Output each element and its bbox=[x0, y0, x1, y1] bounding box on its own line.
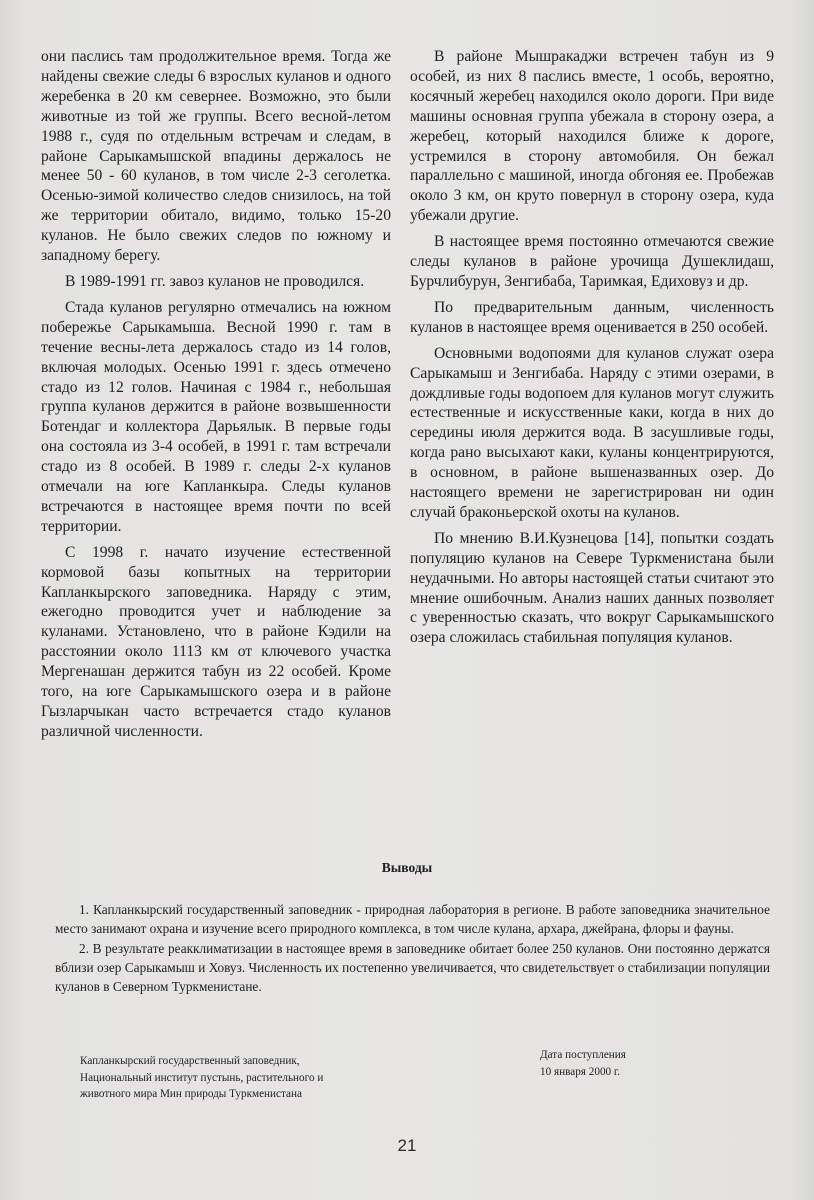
right-text-column bbox=[410, 47, 774, 654]
paragraph: По мнению В.И.Кузнецова [14], попытки создать популяцию куланов на Севере Туркменистана были неудачными. Но авторы настоящей статьи считают это мнение ошибочным. Анализ наших данных позволяет с уверенностью сказать, что вокруг Сарыкамышского озера сложилась стабильная популяция куланов. bbox=[410, 529, 774, 647]
left-text-column bbox=[41, 47, 391, 748]
affiliation-line: животного мира Мин природы Туркменистана bbox=[80, 1088, 302, 1100]
received-date bbox=[540, 1047, 700, 1080]
paragraph: С 1998 г. начато изучение естественной кормовой базы копытных на территории Капланкырского заповедника. Наряду с этим, ежегодно проводится учет и наблюдение за куланами. Установлено, что в районе Кэдили на расстоянии около 1113 км от ключевого участка Мергенашан держится табун из 22 особей. Кроме того, на юге Сарыкамышского озера и в районе Гызларчыкан часто встречается стадо куланов различной численности. bbox=[41, 543, 391, 740]
paragraph: они паслись там продолжительное время. Тогда же найдены свежие следы 6 взрослых куланов и одного жеребенка в 20 км севернее. Возможно, это были животные из той же группы. Всего весной-летом 1988 г., судя по отдельным встречам и следам, в районе Сарыкамышской впадины держалось не менее 50 - 60 куланов, в том числе 2-3 сеголетка. Осенью-зимой количество следов снизилось, на той же территории обитало, видимо, только 15-20 куланов. Не было свежих следов по южному и западному берегу. bbox=[41, 48, 391, 265]
paragraph: По предварительным данным, численность куланов в настоящее время оценивается в 250 особей. bbox=[410, 298, 774, 336]
paragraph: Основными водопоями для куланов служат озера Сарыкамыш и Зенгибаба. Наряду с этими озерами, в дождливые годы водопоем для куланов могут служить естественные и искусственные каки, когда в них до середины июля держится вода. В засушливые годы, когда рано высыхают каки, куланы концентрируются, в основном, в районе вышеназванных озер. До настоящего времени не зарегистрирован ни один случай браконьерской охоты на куланов. bbox=[410, 344, 774, 521]
conclusions-list bbox=[55, 900, 770, 996]
paragraph: Стада куланов регулярно отмечались на южном побережье Сарыкамыша. Весной 1990 г. там в течение весны-лета держалось стадо из 14 голов, включая молодых. Осенью 1991 г. здесь отмечено стадо из 12 голов. Начиная с 1984 г., небольшая группа куланов держится в районе возвышенности Ботендаг и коллектора Дарьялык. В первые годы она состояла из 3-4 особей, в 1991 г. там встречали стадо из 8 особей. В 1989 г. следы 2-х куланов отмечали на юге Капланкыра. Следы куланов встречаются в настоящее время почти по всей территории. bbox=[41, 298, 391, 535]
affiliation-line: Капланкырский государственный заповедник, bbox=[80, 1055, 300, 1067]
conclusion-item: 1. Капланкырский государственный заповедник - природная лаборатория в регионе. В работе заповедника значительное место занимают охрана и изучение всего природного комплекса, в том числе кулана, архара, джейрана, флоры и фауны. bbox=[55, 902, 770, 937]
paragraph: В 1989-1991 гг. завоз куланов не проводился. bbox=[65, 272, 365, 290]
received-value: 10 января 2000 г. bbox=[540, 1065, 621, 1078]
received-label: Дата поступления bbox=[540, 1049, 626, 1061]
page-number: 21 bbox=[397, 1136, 417, 1155]
affiliation-line: Национальный институт пустынь, растительного и bbox=[80, 1071, 324, 1084]
author-affiliation bbox=[80, 1053, 410, 1103]
paragraph: В районе Мышракаджи встречен табун из 9 особей, из них 8 паслись вместе, 1 особь, вероятно, косячный жеребец находился около дороги. При виде машины основная группа убежала в сторону озера, а жеребец, который находился ближе к дороге, устремился в сторону автомобиля. Он бежал параллельно с машиной, иногда обгоняя ее. Пробежав около 3 км, он круто повернул в сторону озера, куда убежали другие. bbox=[410, 48, 774, 225]
conclusion-item: 2. В результате реакклиматизации в настоящее время в заповеднике обитает более 250 куланов. Они постоянно держатся вблизи озер Сарыкамыш и Ховуз. Численность их постепенно увеличивается, что свидетельствует о стабилизации популяции куланов в Северном Туркменистане. bbox=[55, 940, 770, 995]
conclusions-heading: Выводы bbox=[381, 860, 433, 875]
paragraph: В настоящее время постоянно отмечаются свежие следы куланов в районе урочища Душеклидаш, Бурчлибурун, Зенгибаба, Таримкая, Едиховуз и др. bbox=[410, 233, 774, 290]
